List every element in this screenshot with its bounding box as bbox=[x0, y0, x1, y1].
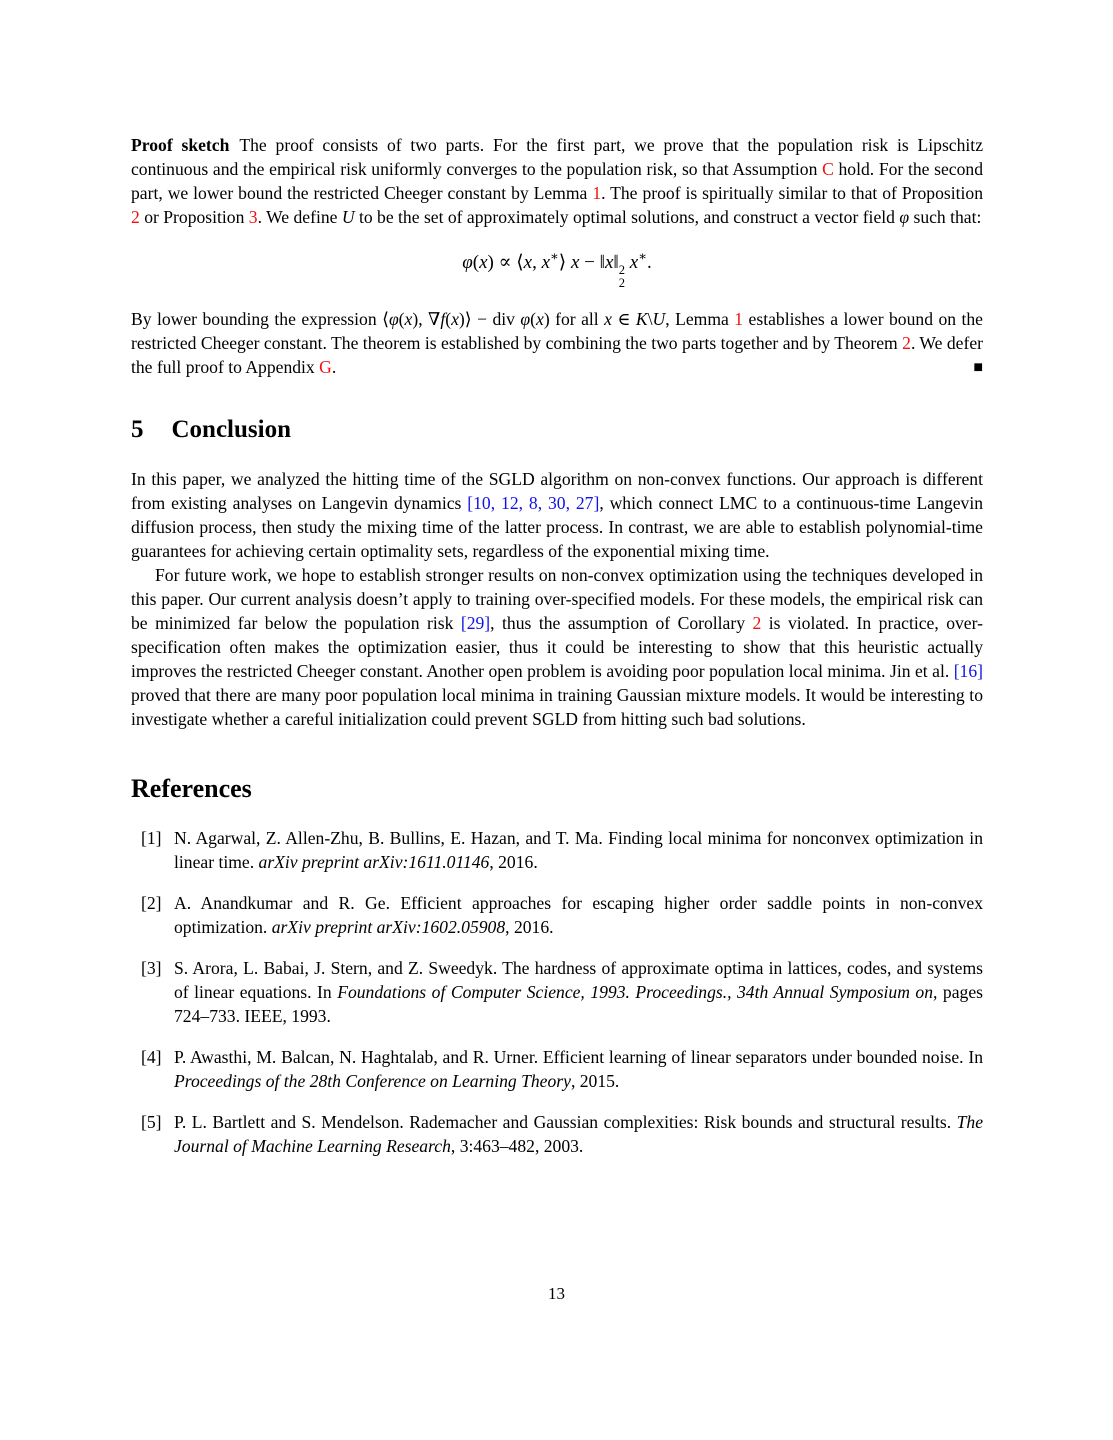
reference-item bbox=[131, 956, 983, 1028]
references-heading: References bbox=[131, 773, 252, 803]
italic-text: x bbox=[479, 252, 488, 273]
page-number: 13 bbox=[548, 1284, 565, 1303]
italic-text: arXiv preprint arXiv:1602.05908 bbox=[271, 916, 506, 937]
internal-ref-link[interactable]: 2 bbox=[131, 207, 140, 227]
proof-part2-paragraph: ■ By lower bounding the expression ⟨φ(x), ∇f(x)⟩ − div φ(x) for all x ∈ K\U, Lemma 1 establishes a lower bound on the restricted Cheeger constant. The theorem is established by combining the two parts together and by Theorem 2. We defer the full proof to Appendix G. bbox=[131, 308, 983, 377]
proof-equation: φ(x) ∝ ⟨x, x∗⟩ x − ‖x‖ 2 2 x∗. bbox=[462, 248, 652, 290]
italic-text: Foundations of Computer Science, 1993. Proceedings., 34th Annual Symposium on bbox=[337, 981, 934, 1002]
bold-lead: Proof sketch bbox=[131, 135, 230, 155]
italic-text: U bbox=[341, 207, 355, 227]
italic-text: K bbox=[635, 308, 648, 329]
reference-label: [3] bbox=[141, 957, 162, 978]
italic-text: f bbox=[440, 308, 446, 329]
italic-text: The Journal of Machine Learning Research bbox=[174, 1111, 983, 1156]
italic-text: x bbox=[404, 308, 413, 329]
superscript: ∗ bbox=[550, 248, 559, 264]
reference-label: [5] bbox=[141, 1111, 162, 1132]
reference-item bbox=[131, 1110, 983, 1158]
conclusion-section-heading bbox=[131, 415, 983, 445]
section-title: Conclusion bbox=[171, 415, 291, 443]
internal-ref-link[interactable]: 2 bbox=[902, 332, 911, 353]
reference-label: [1] bbox=[141, 827, 162, 848]
conclusion-paragraph-2: For future work, we hope to establish stronger results on non-convex optimization using the techniques developed in this paper. Our current analysis doesn’t apply to training over-specified models. For these models, the empirical risk can be minimized far below the population risk [29], thus the assumption of Corollary 2 is violated. In practice, over-specification often makes the optimization easier, thus it could be interesting to show that this heuristic actually improves the restricted Cheeger constant. Another open problem is avoiding poor population local minima. Jin et al. [16] proved that there are many poor population local minima in training Gaussian mixture models. It would be interesting to investigate whether a careful initialization could prevent SGLD from hitting such bad solutions. bbox=[131, 564, 983, 729]
italic-text: φ bbox=[462, 252, 473, 273]
proof-sketch-paragraph: Proof sketch The proof consists of two parts. For the first part, we prove that the population risk is Lipschitz continuous and the empirical risk uniformly converges to the population risk, so that Assumption C hold. For the second part, we lower bound the restricted Cheeger constant by Lemma 1. The proof is spiritually similar to that of Proposition 2 or Proposition 3. We define U to be the set of approximately optimal solutions, and construct a vector field φ such that: bbox=[131, 135, 983, 227]
reference-text: N. Agarwal, Z. Allen-Zhu, B. Bullins, E. Hazan, and T. Ma. Finding local minima for nonconvex optimization in linear time. arXiv preprint arXiv:1611.01146, 2016. bbox=[174, 827, 983, 872]
page-content bbox=[131, 133, 983, 1175]
italic-text: x bbox=[451, 308, 459, 329]
italic-text: x bbox=[541, 252, 551, 273]
internal-ref-link[interactable]: C bbox=[822, 159, 834, 179]
superscript: ∗ bbox=[638, 248, 647, 264]
italic-text: φ bbox=[520, 308, 531, 329]
reference-item bbox=[131, 1045, 983, 1093]
reference-text: A. Anandkumar and R. Ge. Efficient approaches for escaping higher order saddle points in non-convex optimization. arXiv preprint arXiv:1602.05908, 2016. bbox=[174, 892, 983, 937]
reference-label: [2] bbox=[141, 892, 162, 913]
italic-text: Proceedings of the 28th Conference on Learning Theory bbox=[174, 1070, 571, 1091]
italic-text: arXiv preprint arXiv:1611.01146 bbox=[258, 851, 490, 872]
italic-text: x bbox=[570, 252, 580, 273]
citation-link[interactable]: [16] bbox=[953, 660, 983, 681]
reference-item bbox=[131, 891, 983, 939]
italic-text: x bbox=[523, 252, 533, 273]
reference-label: [4] bbox=[141, 1046, 162, 1067]
italic-text: U bbox=[652, 308, 666, 329]
reference-text: S. Arora, L. Babai, J. Stern, and Z. Sweedyk. The hardness of approximate optima in lattices, codes, and systems of linear equations. In Foundations of Computer Science, 1993. Proceedings., 34th Annual Symposium on, pages 724–733. IEEE, 1993. bbox=[174, 957, 983, 1026]
reference-text: P. L. Bartlett and S. Mendelson. Rademacher and Gaussian complexities: Risk bounds and structural results. The Journal of Machine Learning Research, 3:463–482, 2003. bbox=[174, 1111, 983, 1156]
internal-ref-link[interactable]: 1 bbox=[734, 308, 744, 329]
italic-text: x bbox=[536, 308, 544, 329]
italic-text: x bbox=[604, 252, 614, 273]
italic-text: φ bbox=[388, 308, 399, 329]
qed-symbol: ■ bbox=[973, 358, 983, 376]
citation-link[interactable]: [29] bbox=[460, 612, 491, 633]
italic-text: φ bbox=[899, 207, 910, 227]
italic-text: x bbox=[629, 252, 639, 273]
internal-ref-link[interactable]: 1 bbox=[592, 183, 602, 203]
internal-ref-link[interactable]: 2 bbox=[752, 612, 762, 633]
sub-superscript: 2 2 bbox=[618, 262, 626, 290]
citation-link[interactable]: [10, 12, 8, 30, 27] bbox=[467, 492, 600, 513]
italic-text: x bbox=[604, 308, 612, 329]
internal-ref-link[interactable]: 3 bbox=[248, 207, 258, 227]
reference-item bbox=[131, 826, 983, 874]
references-list bbox=[131, 826, 983, 1158]
reference-text: P. Awasthi, M. Balcan, N. Haghtalab, and R. Urner. Efficient learning of linear separators under bounded noise. In Proceedings of the 28th Conference on Learning Theory, 2015. bbox=[174, 1046, 983, 1091]
conclusion-paragraph-1: In this paper, we analyzed the hitting time of the SGLD algorithm on non-convex functions. Our approach is different from existing analyses on Langevin dynamics [10, 12, 8, 30, 27], which connect LMC to a continuous-time Langevin diffusion process, then study the mixing time of the latter process. In contrast, we are able to establish polynomial-time guarantees for achieving certain optimality sets, regardless of the exponential mixing time. bbox=[131, 468, 984, 561]
internal-ref-link[interactable]: G bbox=[319, 356, 332, 377]
section-number: 5 bbox=[131, 415, 144, 443]
